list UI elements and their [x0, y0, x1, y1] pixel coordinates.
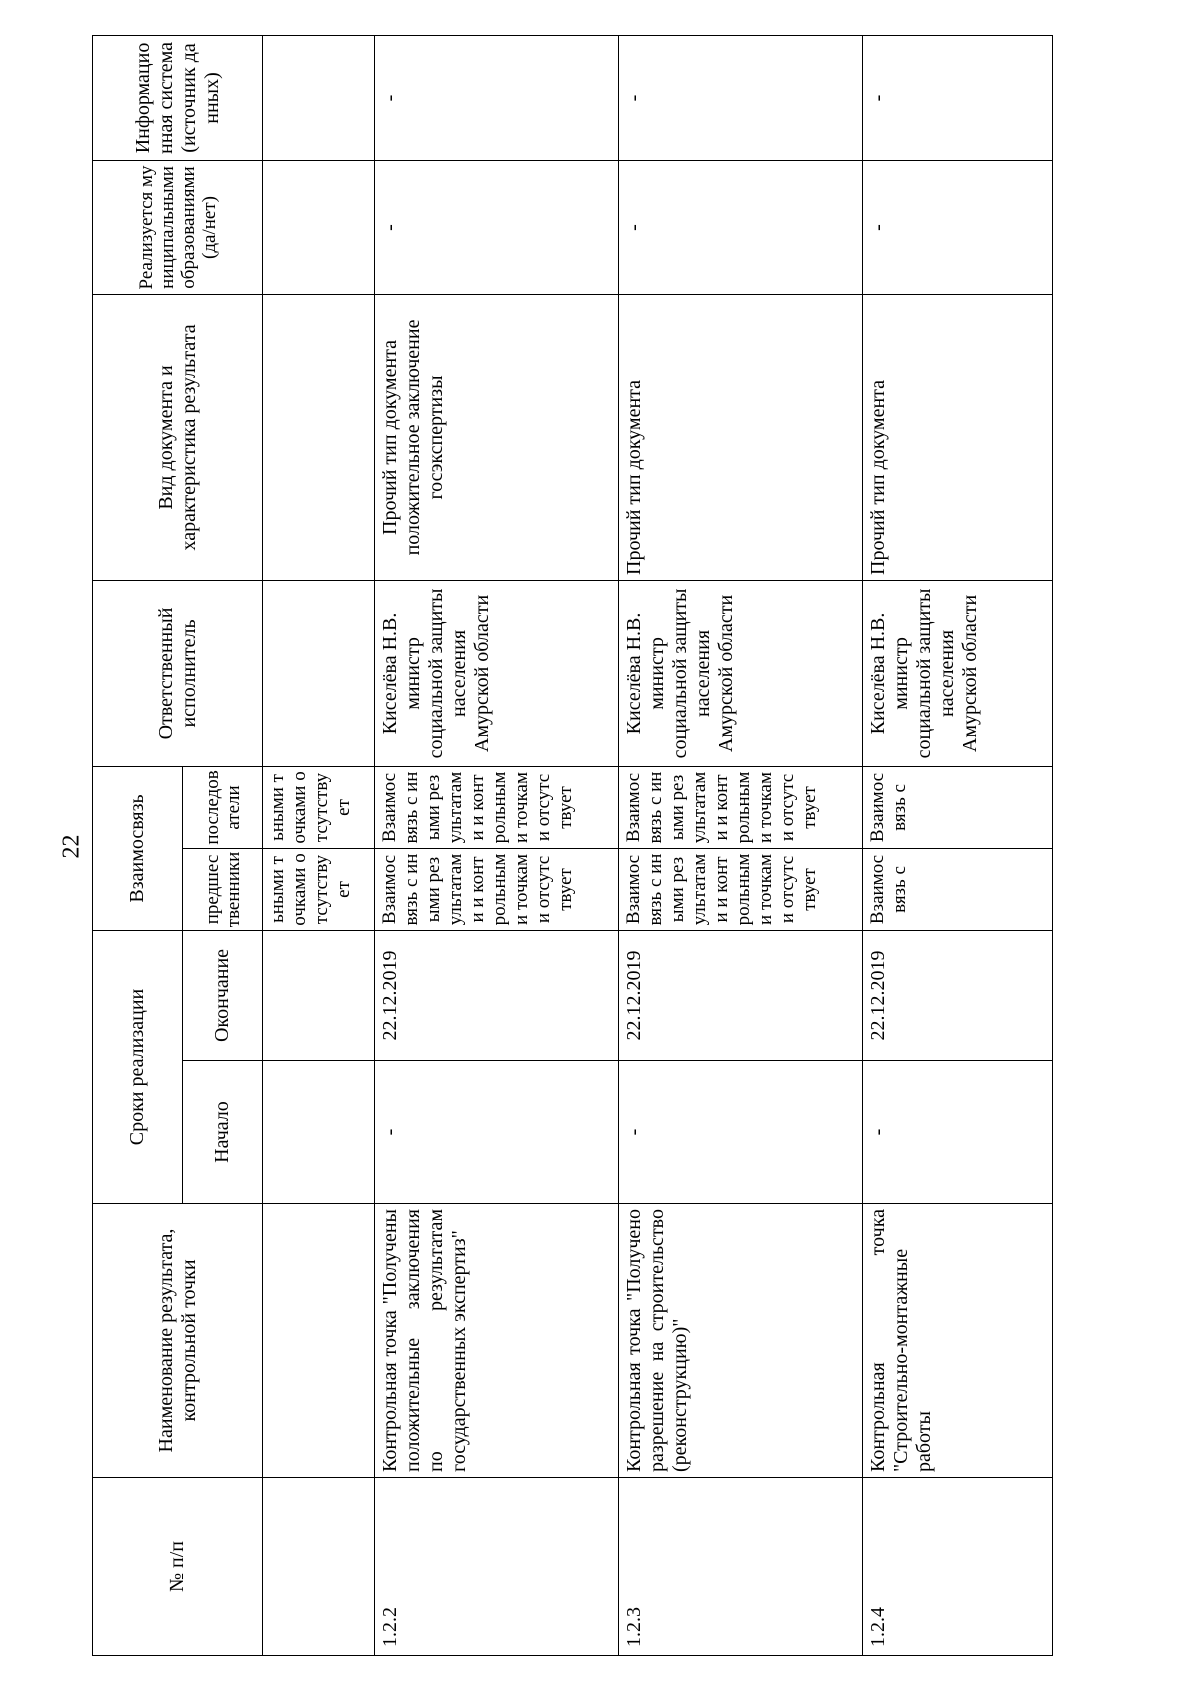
row-doc: Прочий тип документа положительное заключение госэкспертизы — [375, 294, 619, 580]
header-mun: Реализуется муниципальными образованиями (да/нет) — [93, 160, 263, 294]
row-number: 1.2.4 — [863, 1478, 1053, 1656]
cont-no — [263, 1478, 375, 1656]
row-mun: - — [863, 160, 1053, 294]
rotated-table-wrapper — [92, 36, 1142, 1656]
header-link: Взаимосвязь — [93, 766, 183, 930]
row-succ: Взаимосвязь с — [863, 766, 1053, 848]
cont-info — [263, 35, 375, 160]
header-name: Наименование результата, контрольной точки — [93, 1204, 263, 1478]
table-row — [619, 35, 863, 1655]
row-name: Контрольная точка "Получено разрешение на строительство (реконструкцию)" — [619, 1204, 863, 1478]
header-start: Начало — [183, 1061, 263, 1204]
table-row — [375, 35, 619, 1655]
row-resp: Киселёва Н.В. министр социальной защиты населения Амурской области — [375, 580, 619, 766]
row-doc: Прочий тип документа — [619, 294, 863, 580]
header-terms: Сроки реализации — [93, 930, 183, 1203]
table-row — [863, 35, 1053, 1655]
cont-pred: ьными точками отсутствует — [263, 848, 375, 930]
row-pred: Взаимосвязь с иными результатами и контрольными точками отсутствует — [619, 848, 863, 930]
header-row-1 — [93, 35, 183, 1655]
cont-end — [263, 930, 375, 1060]
row-mun: - — [375, 160, 619, 294]
row-name: Контрольная точка "Строительно-монтажные работы — [863, 1204, 1053, 1478]
row-mun: - — [619, 160, 863, 294]
row-info: - — [619, 35, 863, 160]
results-table — [92, 35, 1053, 1656]
row-resp: Киселёва Н.В. министр социальной защиты населения Амурской области — [863, 580, 1053, 766]
cont-doc — [263, 294, 375, 580]
header-no: № п/п — [93, 1478, 263, 1656]
row-resp: Киселёва Н.В. министр социальной защиты населения Амурской области — [619, 580, 863, 766]
row-info: - — [375, 35, 619, 160]
cont-resp — [263, 580, 375, 766]
header-resp: Ответственный исполнитель — [93, 580, 263, 766]
row-doc: Прочий тип документа — [863, 294, 1053, 580]
row-end: 22.12.2019 — [863, 930, 1053, 1060]
row-end: 22.12.2019 — [619, 930, 863, 1060]
row-number: 1.2.3 — [619, 1478, 863, 1656]
row-pred: Взаимосвязь с — [863, 848, 1053, 930]
row-start: - — [619, 1061, 863, 1204]
row-name: Контрольная точка "Получены положительные заключения по результатам государственных экспертиз" — [375, 1204, 619, 1478]
row-start: - — [375, 1061, 619, 1204]
page-number: 22 — [58, 834, 85, 859]
header-succ: последователи — [183, 766, 263, 848]
cont-name — [263, 1204, 375, 1478]
row-end: 22.12.2019 — [375, 930, 619, 1060]
row-succ: Взаимосвязь с иными результатами и контрольными точками отсутствует — [619, 766, 863, 848]
row-number: 1.2.2 — [375, 1478, 619, 1656]
row-info: - — [863, 35, 1053, 160]
cont-start — [263, 1061, 375, 1204]
header-end: Окончание — [183, 930, 263, 1060]
cont-succ: ьными точками отсутствует — [263, 766, 375, 848]
header-doc: Вид документа и характеристика результата — [93, 294, 263, 580]
row-succ: Взаимосвязь с иными результатами и контрольными точками отсутствует — [375, 766, 619, 848]
header-pred: предшественники — [183, 848, 263, 930]
header-info: Информационная система (источник данных) — [93, 35, 263, 160]
cont-mun — [263, 160, 375, 294]
row-start: - — [863, 1061, 1053, 1204]
continuation-row — [263, 35, 375, 1655]
row-pred: Взаимосвязь с иными результатами и контрольными точками отсутствует — [375, 848, 619, 930]
